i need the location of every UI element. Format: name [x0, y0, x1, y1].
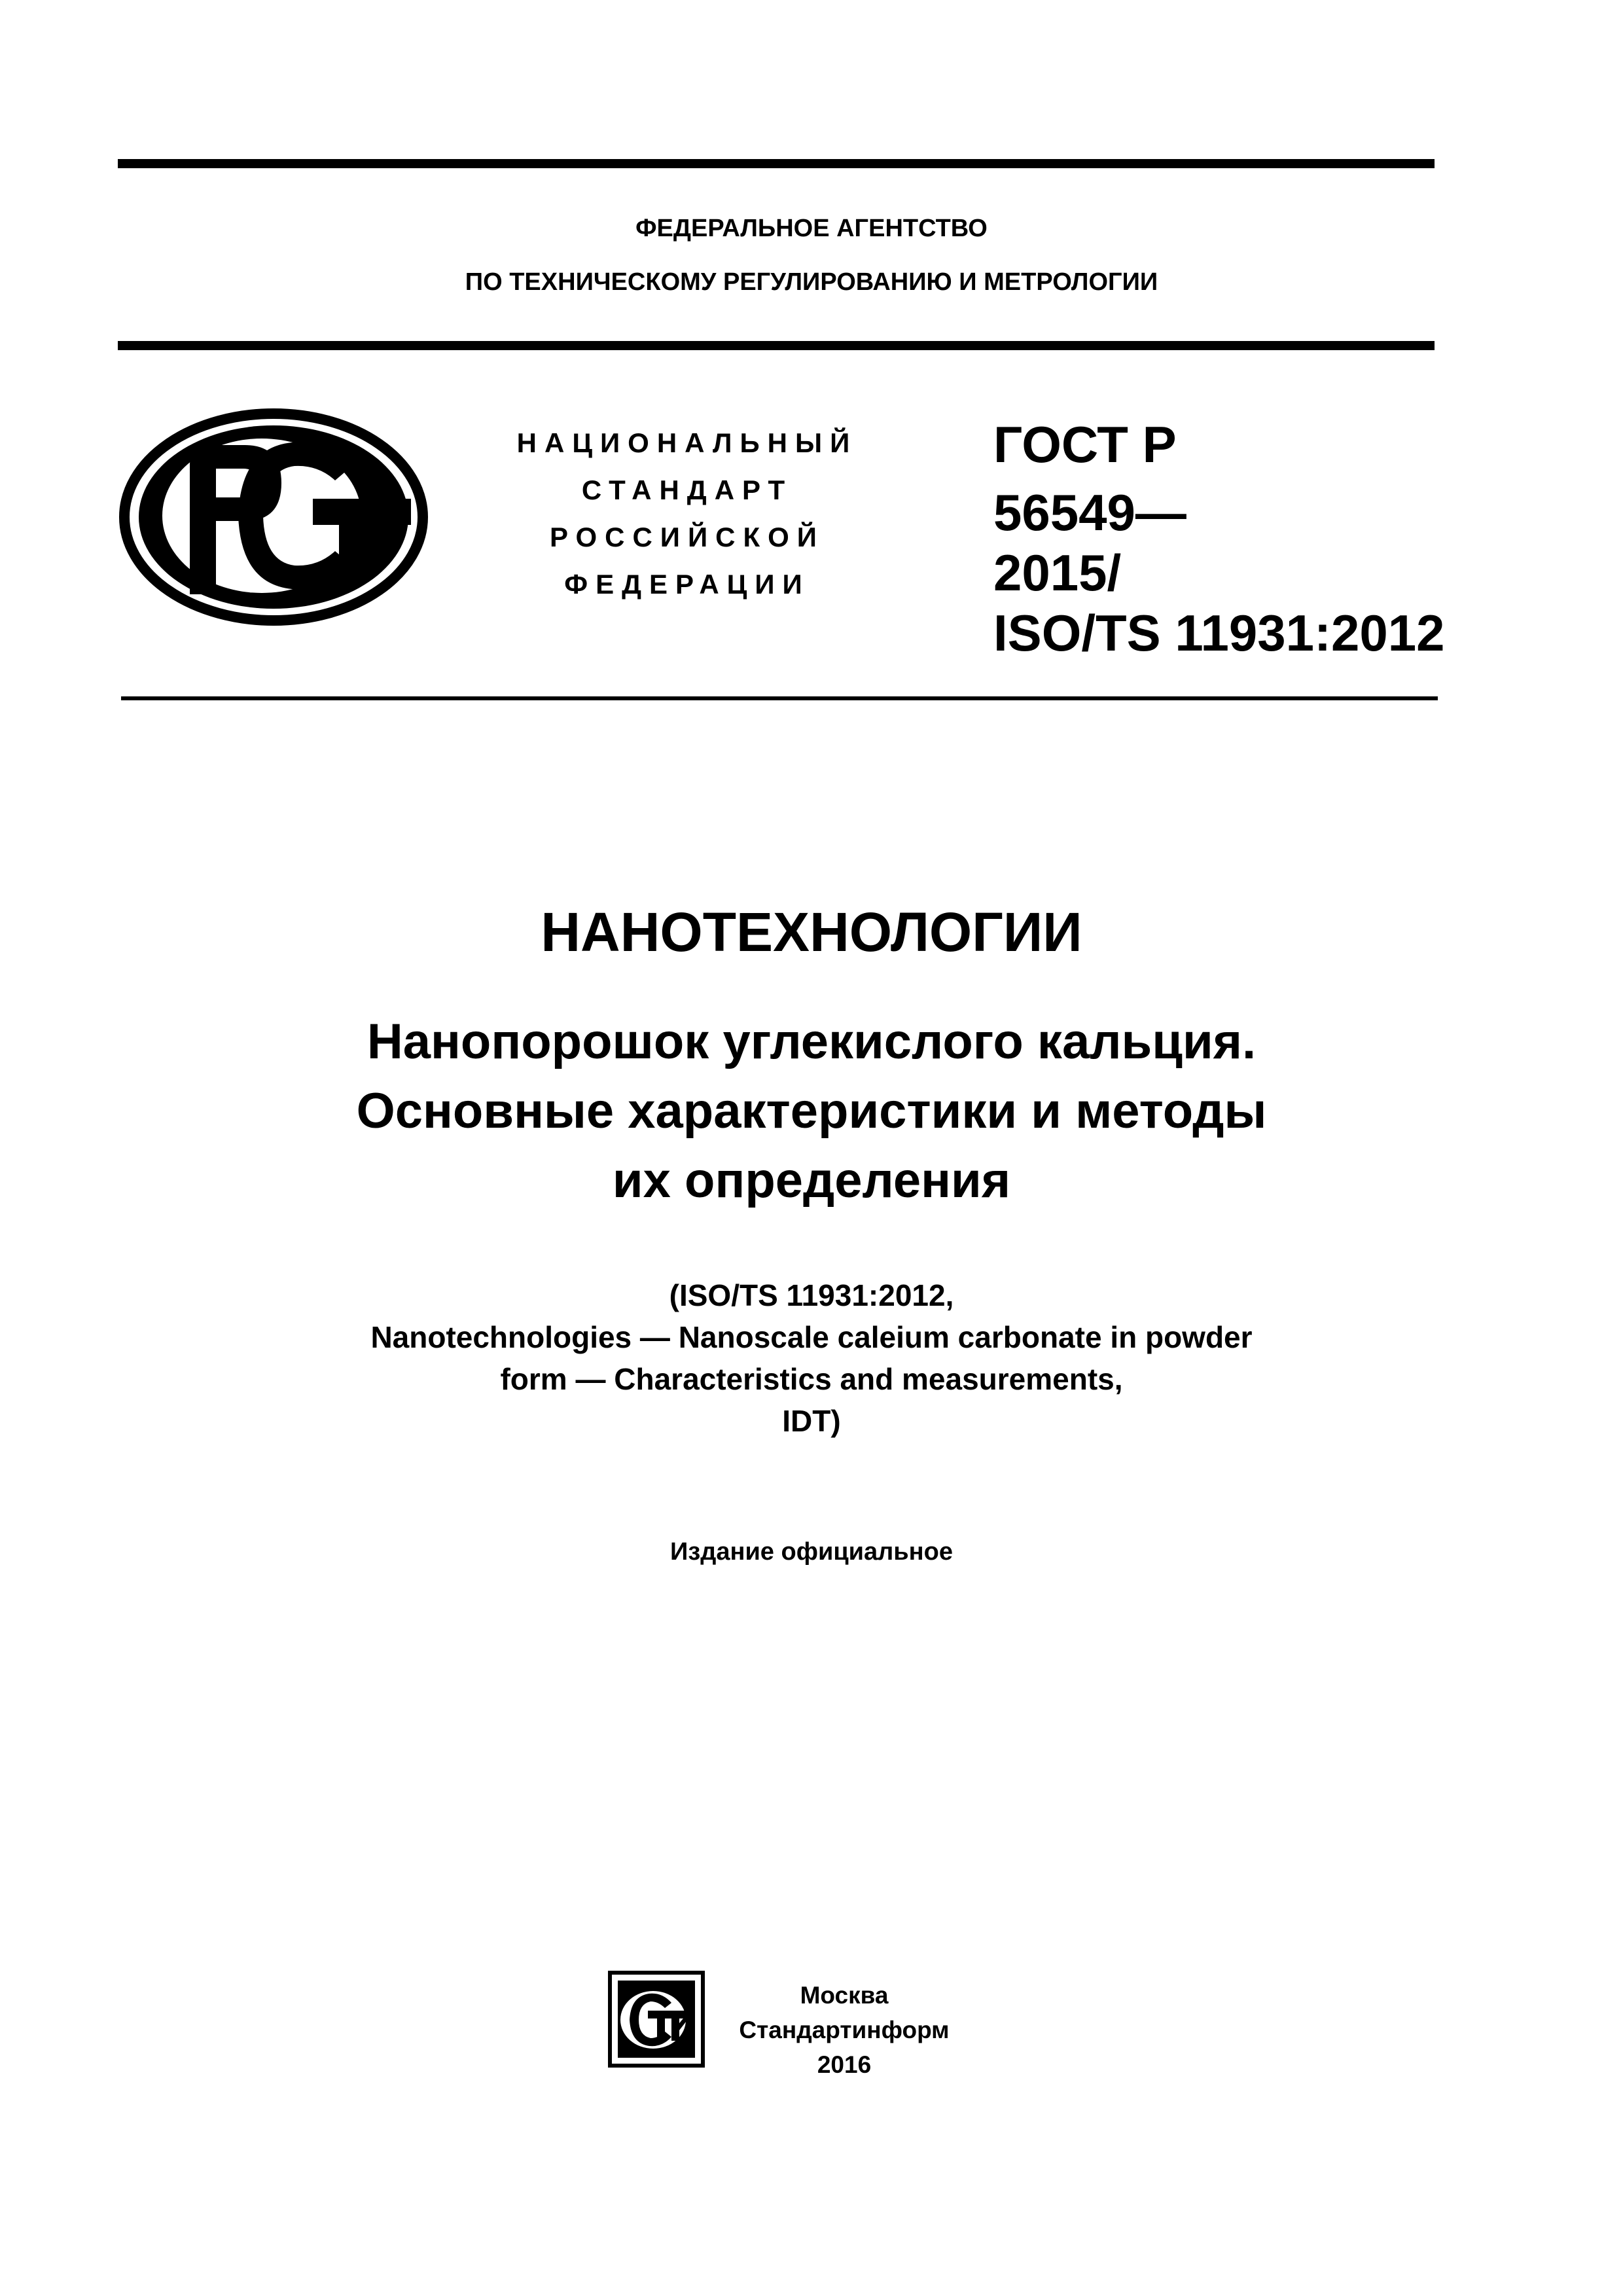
gost-line-4: ISO/TS 11931:2012	[993, 604, 1445, 662]
official-edition-label: Издание официальное	[670, 1538, 953, 1566]
gost-line-2: 56549—	[993, 484, 1186, 541]
publisher-city: Москва	[800, 1982, 889, 2009]
subtitle-line-2: Основные характеристики и методы	[356, 1083, 1267, 1139]
main-title: НАНОТЕХНОЛОГИИ	[541, 901, 1082, 963]
gost-line-3: 2015/	[993, 544, 1122, 601]
agency-line-2: ПО ТЕХНИЧЕСКОМУ РЕГУЛИРОВАНИЮ И МЕТРОЛОГИИ	[465, 268, 1158, 296]
iso-ref-line-4: IDT)	[782, 1404, 841, 1438]
iso-ref-line-1: (ISO/TS 11931:2012,	[669, 1278, 954, 1312]
national-line-1: НАЦИОНАЛЬНЫЙ	[516, 427, 858, 458]
gost-line-1: ГОСТ Р	[993, 416, 1177, 473]
iso-ref-line-2: Nanotechnologies — Nanoscale caleium carbonate in powder	[370, 1320, 1253, 1354]
standard-block-rule	[121, 696, 1438, 700]
header-rule	[118, 341, 1435, 350]
publisher-year: 2016	[817, 2051, 872, 2078]
national-line-4: ФЕДЕРАЦИИ	[564, 569, 810, 600]
subtitle-line-1: Нанопорошок углекислого кальция.	[366, 1014, 1257, 1069]
national-line-2: СТАНДАРТ	[581, 475, 793, 505]
standartinform-logo-icon	[607, 1970, 705, 2072]
rst-logo-icon	[116, 406, 431, 632]
national-line-3: РОССИЙСКОЙ	[550, 522, 825, 552]
iso-ref-line-3: form — Characteristics and measurements,	[500, 1362, 1123, 1396]
agency-line-1: ФЕДЕРАЛЬНОЕ АГЕНТСТВО	[635, 215, 988, 242]
top-rule	[118, 159, 1435, 168]
publisher-name: Стандартинформ	[739, 2017, 950, 2043]
subtitle-line-3: их определения	[612, 1153, 1011, 1208]
